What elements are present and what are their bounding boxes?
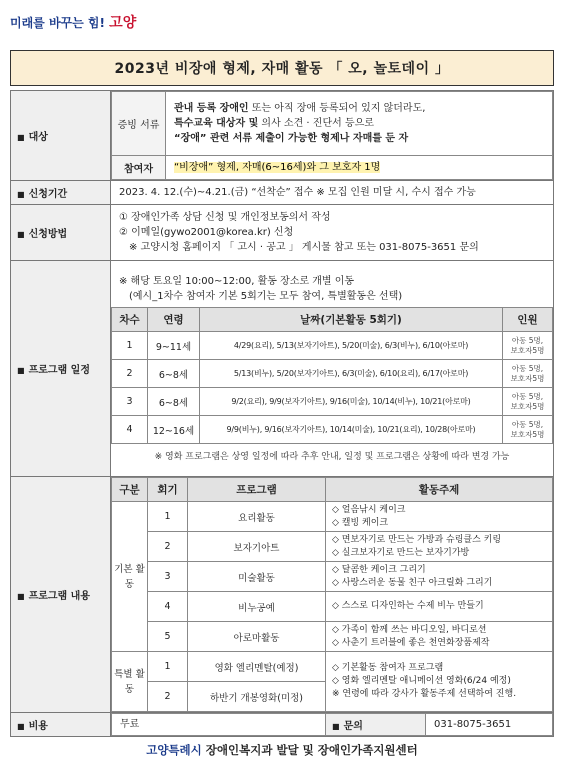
method-value: ① 장애인가족 상담 신청 및 개인정보동의서 작성 ② 이메일(gywo2001@korea.kr) 신청 ※ 고양시청 홈페이지 「 고시 · 공고 」 게시물 참고 또는 031-8075-3651 문의 xyxy=(111,205,554,261)
participant-label: 참여자 xyxy=(112,156,166,180)
label-method: ■ 신청방법 xyxy=(11,205,111,261)
topic-cell: ◇ 가족이 함께 쓰는 바디오일, 바디로션 ◇ 사춘기 트러블에 좋은 천연화장품제작 xyxy=(326,622,553,652)
brand-slogan xyxy=(10,12,136,32)
table-row xyxy=(112,562,553,592)
category-basic: 기본 활동 xyxy=(112,502,148,652)
topic-cell: ◇ 스스로 디자인하는 수제 비누 만들기 xyxy=(326,592,553,622)
table-row xyxy=(112,388,553,416)
program-name: 미술활동 xyxy=(188,562,326,592)
program-cell xyxy=(111,477,554,713)
round-cell: 1 xyxy=(112,332,148,360)
doc-requirements: 관내 등록 장애인 또는 아직 장애 등록되어 있지 않더라도, 특수교육 대상자 및 의사 소견 · 진단서 등으로 “장애” 관련 서류 제출이 가능한 형제나 자매를 둔 자 xyxy=(166,92,553,156)
row-target xyxy=(11,91,554,181)
dates-cell: 5/13(비누), 5/20(보자기아트), 6/3(미술), 6/10(요리), 6/17(아로마) xyxy=(200,360,503,388)
label-schedule: ■ 프로그램 일정 xyxy=(11,261,111,477)
page-title: 2023년 비장애 형제, 자매 활동 「 오, 놀토데이 」 xyxy=(10,50,554,86)
row-method xyxy=(11,205,554,261)
table-row xyxy=(112,592,553,622)
category-special: 특별 활동 xyxy=(112,652,148,712)
table-row xyxy=(112,652,553,682)
session-cell: 5 xyxy=(148,622,188,652)
dates-cell: 9/9(비누), 9/16(보자기아트), 10/14(미술), 10/21(요리), 10/28(아로마) xyxy=(200,416,503,444)
program-name: 영화 엘리멘탈(예정) xyxy=(188,652,326,682)
label-target: ■ 대상 xyxy=(11,91,111,181)
participant-value: “비장애” 형제, 자매(6~16세)와 그 보호자 1명 xyxy=(166,156,553,180)
info-table xyxy=(10,90,554,737)
program-name: 아로마활동 xyxy=(188,622,326,652)
col-round: 차수 xyxy=(112,308,148,332)
program-name: 보자기아트 xyxy=(188,532,326,562)
doc-label: 증빙 서류 xyxy=(112,92,166,156)
age-cell: 9~11세 xyxy=(148,332,200,360)
round-cell: 2 xyxy=(112,360,148,388)
schedule-note1: ※ 해당 토요일 10:00~12:00, 활동 장소로 개별 이동 xyxy=(119,276,355,287)
table-row xyxy=(112,416,553,444)
schedule-cell xyxy=(111,261,554,477)
row-period xyxy=(11,181,554,205)
schedule-note2: (예시_1차수 참여자 기본 5회기는 모두 참여, 특별활동은 선택) xyxy=(129,291,403,302)
label-period: ■ 신청기간 xyxy=(11,181,111,205)
col-dates: 날짜(기본활동 5회기) xyxy=(200,308,503,332)
age-cell: 12~16세 xyxy=(148,416,200,444)
table-row xyxy=(112,622,553,652)
topic-cell: ◇ 얼음낚시 케이크 ◇ 캘빙 케이크 xyxy=(326,502,553,532)
label-cost: ■ 비용 xyxy=(11,713,111,737)
col-topic: 활동주제 xyxy=(326,478,553,502)
dates-cell: 4/29(요리), 5/13(보자기아트), 5/20(미술), 6/3(비누), 6/10(아로마) xyxy=(200,332,503,360)
table-row xyxy=(112,332,553,360)
schedule-table xyxy=(111,307,553,444)
row-cost xyxy=(11,713,554,737)
program-name: 요리활동 xyxy=(188,502,326,532)
session-cell: 3 xyxy=(148,562,188,592)
row-schedule xyxy=(11,261,554,477)
contact-label: ■ 문의 xyxy=(326,714,426,736)
topic-cell: ◇ 면보자기로 만드는 가방과 슈링클스 키링 ◇ 실크보자기로 만드는 보자기가방 xyxy=(326,532,553,562)
topic-cell: ◇ 기본활동 참여자 프로그램 ◇ 영화 엘리멘탈 애니메이션 영화(6/24 예정) ※ 연령에 따라 강사가 활동주제 선택하여 진행. xyxy=(326,652,553,712)
schedule-footnote: ※ 영화 프로그램은 상영 일정에 따라 추후 안내, 일정 및 프로그램은 상황에 따라 변경 가능 xyxy=(154,452,510,462)
goyang-logo: 고양 xyxy=(109,15,137,31)
footer xyxy=(0,742,564,758)
session-cell: 1 xyxy=(148,652,188,682)
cost-value: 무료 xyxy=(112,714,326,736)
cap-cell: 아동 5명, 보호자5명 xyxy=(503,360,553,388)
session-cell: 2 xyxy=(148,532,188,562)
footer-city: 고양특례시 xyxy=(146,743,202,757)
col-session: 회기 xyxy=(148,478,188,502)
period-value: 2023. 4. 12.(수)~4.21.(금) “선착순” 접수 ※ 모집 인원 미달 시, 수시 접수 가능 xyxy=(111,181,554,205)
contact-phone: 031-8075-3651 xyxy=(426,714,553,736)
row-program xyxy=(11,477,554,713)
age-cell: 6~8세 xyxy=(148,388,200,416)
cap-cell: 아동 5명, 보호자5명 xyxy=(503,388,553,416)
table-row xyxy=(112,532,553,562)
dates-cell: 9/2(요리), 9/9(보자기아트), 9/16(미술), 10/14(비누), 10/21(아로마) xyxy=(200,388,503,416)
cost-inner xyxy=(111,713,553,736)
cap-cell: 아동 5명, 보호자5명 xyxy=(503,332,553,360)
age-cell: 6~8세 xyxy=(148,360,200,388)
col-cap: 인원 xyxy=(503,308,553,332)
round-cell: 3 xyxy=(112,388,148,416)
table-row xyxy=(112,502,553,532)
session-cell: 1 xyxy=(148,502,188,532)
program-table xyxy=(111,477,553,712)
round-cell: 4 xyxy=(112,416,148,444)
table-row xyxy=(112,360,553,388)
session-cell: 2 xyxy=(148,682,188,712)
program-name: 하반기 개봉영화(미정) xyxy=(188,682,326,712)
topic-cell: ◇ 달콤한 케이크 그리기 ◇ 사랑스러운 동물 친구 아크릴화 그리기 xyxy=(326,562,553,592)
footer-org: 장애인복지과 발달 및 장애인가족지원센터 xyxy=(205,743,418,757)
session-cell: 4 xyxy=(148,592,188,622)
slogan-text: 미래를 바꾸는 힘! xyxy=(10,16,105,30)
col-age: 연령 xyxy=(148,308,200,332)
target-inner xyxy=(111,91,553,180)
col-program: 프로그램 xyxy=(188,478,326,502)
col-category: 구분 xyxy=(112,478,148,502)
cap-cell: 아동 5명, 보호자5명 xyxy=(503,416,553,444)
program-name: 비누공예 xyxy=(188,592,326,622)
label-program: ■ 프로그램 내용 xyxy=(11,477,111,713)
